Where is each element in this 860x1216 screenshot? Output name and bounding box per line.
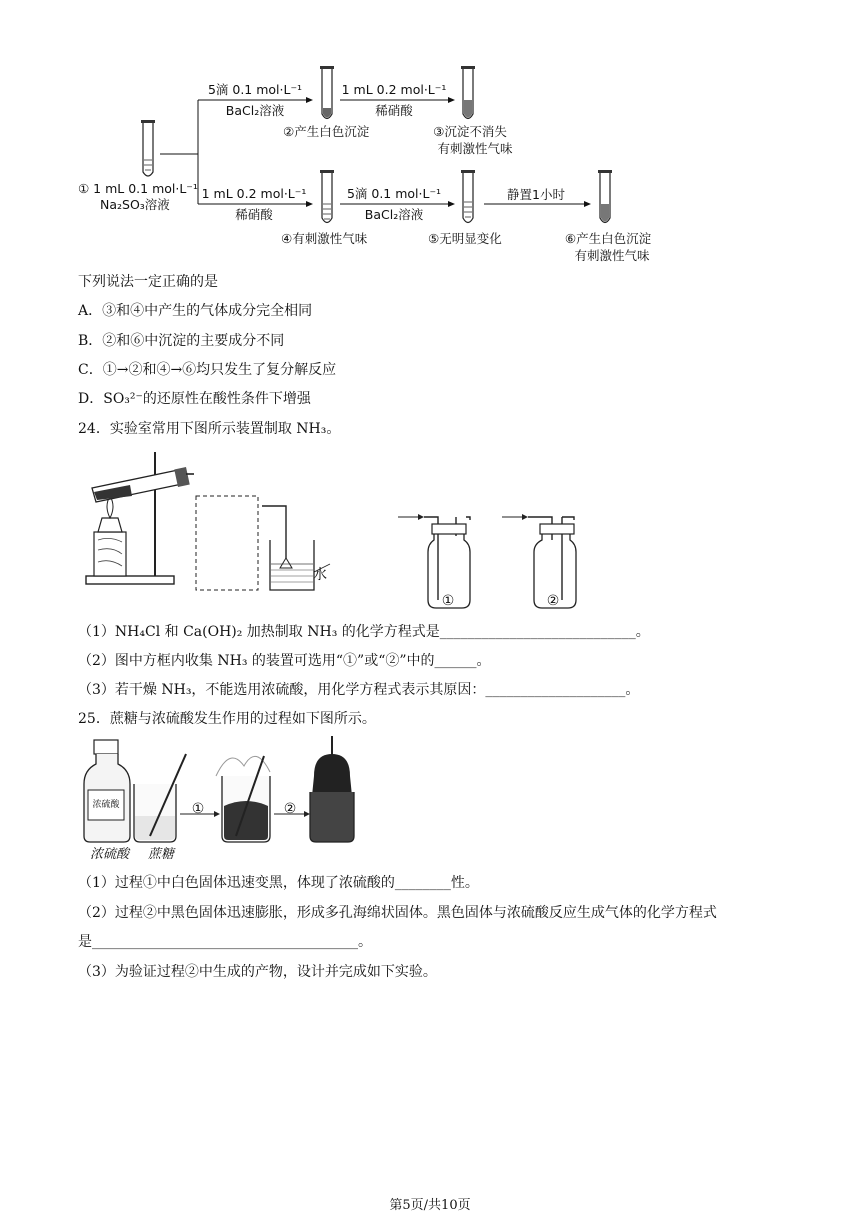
test-tube-3-icon [461,66,475,119]
test-tube-5-icon [461,170,475,223]
step2-label: ②产生白色沉淀 [283,124,370,139]
test-tube-1-icon [141,120,155,176]
sugar-label: 蔗糖 [148,847,175,862]
q25-stem: 25．蔗糖与浓硫酸发生作用的过程如下图所示。 [78,711,376,727]
arrow1-bottom-label: BaCl₂溶液 [225,103,285,118]
ammonia-apparatus-drawing [0,440,860,620]
q23-option-d: D．SO₃²⁻的还原性在酸性条件下增强 [78,391,311,407]
step4-label: ④有刺激性气味 [281,231,368,246]
q24-sub1: （1）NH₄Cl 和 Ca(OH)₂ 加热制取 NH₃ 的化学方程式是____________________________。 [78,624,650,640]
acid-label: 浓硫酸 [90,847,130,862]
q23-option-c: C．①→②和④→⑥均只发生了复分解反应 [78,362,337,378]
start-label-1: ① 1 mL 0.1 mol·L⁻¹ [78,181,198,196]
arrow3-bottom-label: 稀硝酸 [235,207,273,222]
arrow4-bottom-label: BaCl₂溶液 [364,207,424,222]
arrow2-bottom-label: 稀硝酸 [375,103,413,118]
water-label: 水 [313,567,327,583]
q25-sub3: （3）为验证过程②中生成的产物，设计并完成如下实验。 [78,964,437,980]
q25-sub1: （1）过程①中白色固体迅速变黑，体现了浓硫酸的________性。 [78,875,479,891]
q24-sub3: （3）若干燥 NH₃，不能选用浓硫酸，用化学方程式表示其原因：____________________。 [78,682,640,698]
acid-bottle-tag: 浓硫酸 [92,800,120,810]
arrow1-top-label: 5滴 0.1 mol·L⁻¹ [207,82,303,97]
page-number: 第5页/共10页 [389,1198,471,1213]
arrow5-top-label: 静置1小时 [507,187,565,202]
q25-sub2-line2: 是______________________________________。 [78,934,372,950]
arrow-2-label: ② [283,801,297,817]
arrow2-top-label: 1 mL 0.2 mol·L⁻¹ [341,82,447,97]
q25-sub2-line1: （2）过程②中黑色固体迅速膨胀，形成多孔海绵状固体。黑色固体与浓硫酸反应生成气体的化学方程式 [78,905,717,921]
arrow3-top-label: 1 mL 0.2 mol·L⁻¹ [201,186,307,201]
sugar-beaker-icon [134,754,186,842]
q23-option-b: B．②和⑥中沉淀的主要成分不同 [78,333,285,349]
bottle-2-label: ② [546,593,560,609]
test-tube-4-icon [320,170,334,223]
q24-stem: 24．实验室常用下图所示装置制取 NH₃。 [78,421,341,437]
start-label-2: Na₂SO₃溶液 [100,197,170,212]
q23-option-a: A．③和④中产生的气体成分完全相同 [78,303,313,319]
expanded-carbon-beaker-icon [310,736,354,842]
step6-label-1: ⑥产生白色沉淀 [564,231,652,246]
step3-label-1: ③沉淀不消失 [433,124,507,139]
step5-label: ⑤无明显变化 [428,231,502,246]
q24-sub2: （2）图中方框内收集 NH₃ 的装置可选用“①”或“②”中的______。 [78,653,491,669]
test-tube-6-icon [598,170,612,223]
arrow4-top-label: 5滴 0.1 mol·L⁻¹ [346,186,442,201]
acid-bottle-icon [84,740,130,842]
bottle-1-label: ① [441,593,455,609]
test-tube-2-icon [320,66,334,119]
blackened-beaker-icon [216,756,270,842]
arrow-1-label: ① [191,801,205,817]
step6-label-2: 有刺激性气味 [574,248,650,263]
step3-label-2: 有刺激性气味 [437,141,513,156]
q23-stem: 下列说法一定正确的是 [78,274,218,290]
